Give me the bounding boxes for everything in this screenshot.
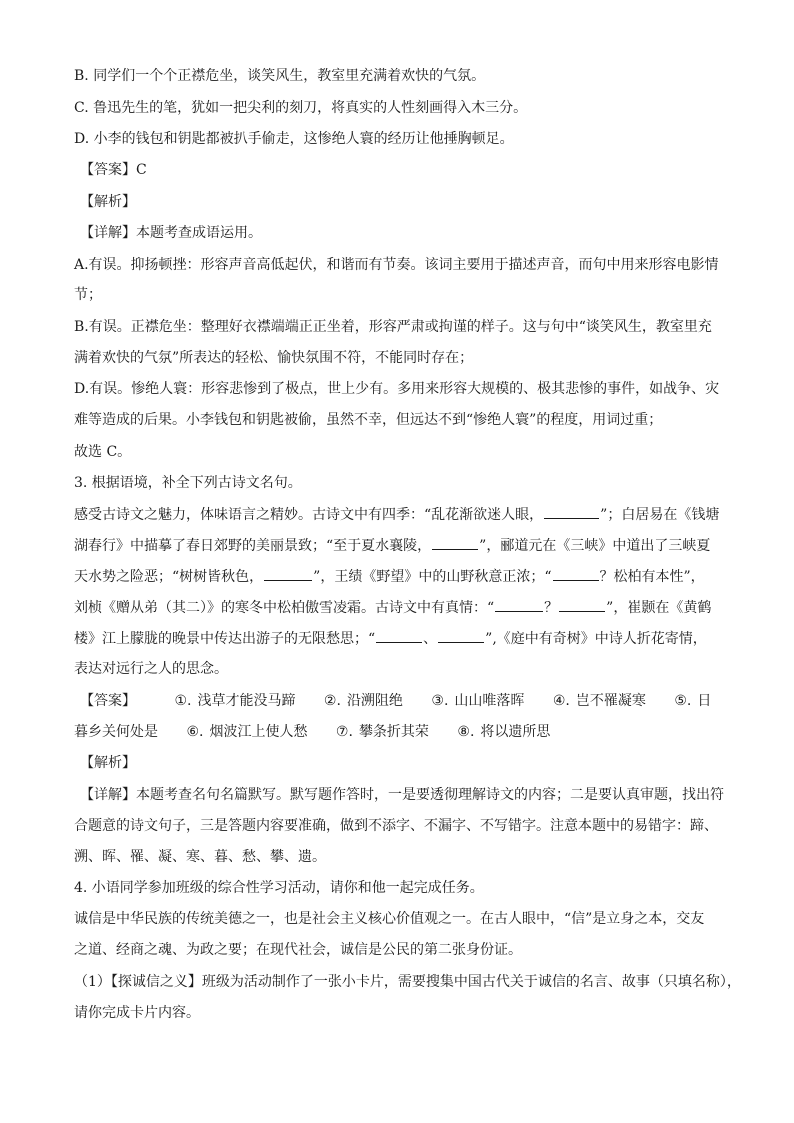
answer-text: 将以遗所思	[480, 724, 551, 740]
answer-number: ⑥.	[186, 724, 204, 740]
q2-detail	[80, 223, 262, 243]
q3-detail-line2: 合题意的诗文句子，三是答题内容要准确，做到不添字、不漏字、不写错字。注意本题中的易错字：蹄、	[74, 818, 718, 834]
answer-3	[431, 691, 524, 711]
text: ”；白居易在《钱塘	[600, 507, 720, 523]
answer-text: 浅草才能没马蹄	[197, 693, 296, 709]
answer-number: ⑦.	[335, 724, 353, 740]
text: 感受古诗文之魅力，体味语言之精妙。古诗文中有四季：“乱花渐欲迷人眼，	[74, 507, 544, 523]
analysis-b-line2: 满着欢快的气氛”所表达的轻松、愉快氛围不符，不能同时存在；	[74, 350, 474, 366]
q4-sub1-line1: （1）【探诚信之义】班级为活动制作了一张小卡片，需要搜集中国古代关于诚信的名言、故事（只填名称），	[74, 974, 741, 990]
q3-analysis-heading: 【解析】	[80, 755, 136, 771]
answer-tag: 【答案】	[80, 693, 136, 709]
analysis-a-line1: A.有误。抑扬顿挫：形容声音高低起伏，和谐而有节奏。该词主要用于描述声音，而句中用来形容电影情	[74, 257, 719, 273]
answer-number: ⑤.	[674, 693, 692, 709]
answer-value: C	[136, 162, 147, 178]
option-b: B. 同学们一个个正襟危坐，谈笑风生，教室里充满着欢快的气氛。	[74, 68, 486, 84]
fill-blank	[264, 566, 312, 581]
answer-8	[457, 722, 550, 742]
option-c: C. 鲁迅先生的笔，犹如一把尖利的刻刀，将真实的人性刻画得入木三分。	[74, 100, 528, 116]
answer-tag: 【答案】	[80, 162, 136, 178]
q3-title: 3. 根据语境，补全下列古诗文名句。	[74, 475, 302, 491]
answer-1	[174, 691, 295, 711]
answer-5-continued: 暮乡关何处是	[74, 724, 158, 740]
text: 楼》江上朦胧的晚景中传达出游子的无限愁思；“	[74, 631, 376, 647]
option-d: D. 小李的钱包和钥匙都被扒手偷走，这惨绝人寰的经历让他捶胸顿足。	[74, 131, 514, 147]
q3-detail-line1	[80, 785, 724, 805]
fill-blank	[438, 628, 484, 643]
answer-4	[553, 691, 646, 711]
q4-paragraph-line2: 之道、经商之魂、为政之要；在现代社会，诚信是公民的第二张身份证。	[74, 942, 522, 958]
answer-text: 烟波江上使人愁	[209, 724, 308, 740]
answer-number: ①.	[174, 693, 192, 709]
q3-answer-row1	[80, 691, 711, 711]
fill-blank	[495, 597, 543, 612]
detail-tag: 【详解】	[80, 225, 136, 241]
q3-answer-row2	[74, 722, 550, 742]
q2-answer	[80, 160, 147, 180]
analysis-a-line2: 节；	[74, 287, 102, 303]
q3-line1	[74, 504, 719, 525]
text: ？	[544, 600, 559, 616]
q3-line6: 表达对远行之人的思念。	[74, 661, 228, 677]
text: 、	[423, 631, 438, 647]
analysis-d-line1: D.有误。惨绝人寰：形容悲惨到了极点，世上少有。多用来形容大规模的、极其悲惨的事件，如战争、灾	[74, 381, 720, 397]
q2-analysis-heading: 【解析】	[80, 194, 136, 210]
detail-text: 本题考查成语运用。	[136, 225, 262, 241]
answer-7	[336, 722, 429, 742]
text: ？松柏有本性”，	[599, 569, 705, 585]
answer-number: ④.	[552, 693, 570, 709]
q3-line5	[74, 628, 707, 649]
q4-sub1-line2: 请你完成卡片内容。	[74, 1005, 200, 1021]
text: 湖春行》中描摹了春日郊野的美丽景致；“至于夏水襄陵，	[74, 538, 432, 554]
answer-text: 沿溯阻绝	[346, 693, 403, 709]
q3-detail-line3: 溯、晖、罹、凝、寒、暮、愁、攀、遗。	[74, 849, 326, 865]
detail-tag: 【详解】	[80, 787, 136, 803]
q3-line3	[74, 566, 705, 587]
q4-paragraph-line1: 诚信是中华民族的传统美德之一，也是社会主义核心价值观之一。在古人眼中，“信”是立身之本，交友	[74, 911, 705, 927]
answer-2	[324, 691, 403, 711]
analysis-b-line1: B.有误。正襟危坐：整理好衣襟端端正正坐着，形容严肃或拘谨的样子。这与句中“谈笑风生，教室里充	[74, 319, 712, 335]
fill-blank	[432, 535, 478, 550]
answer-text: 日	[697, 693, 712, 709]
q3-line2	[74, 535, 710, 556]
answer-text: 山山唯落晖	[454, 693, 525, 709]
fill-blank	[376, 628, 422, 643]
choose-answer: 故选 C。	[74, 444, 132, 460]
answer-text: 攀条折其荣	[358, 724, 429, 740]
text: ”，王绩《野望》中的山野秋意正浓；“	[313, 569, 552, 585]
answer-5	[674, 691, 711, 711]
answer-number: ⑧.	[457, 724, 475, 740]
analysis-d-line2: 难等造成的后果。小李钱包和钥匙被偷，虽然不幸，但远达不到“惨绝人寰”的程度，用词过重；	[74, 412, 663, 428]
q3-line4	[74, 597, 711, 618]
answer-number: ③.	[431, 693, 449, 709]
answer-number: ②.	[323, 693, 341, 709]
answer-6	[186, 722, 307, 742]
text: 天水势之险恶；“树树皆秋色，	[74, 569, 264, 585]
q4-title: 4. 小语同学参加班级的综合性学习活动，请你和他一起完成任务。	[74, 880, 484, 896]
fill-blank	[559, 597, 605, 612]
fill-blank	[544, 504, 599, 519]
text: ”，郦道元在《三峡》中道出了三峡夏	[479, 538, 711, 554]
answer-text: 岂不罹凝寒	[575, 693, 646, 709]
text: ”，崔颢在《黄鹤	[606, 600, 712, 616]
detail-text: 本题考查名句名篇默写。默写题作答时，一是要透彻理解诗文的内容；二是要认真审题，找出符	[136, 787, 724, 803]
text: ”,《庭中有奇树》中诗人折花寄情，	[485, 631, 707, 647]
fill-blank	[553, 566, 599, 581]
text: 刘桢《赠从弟（其二）》的寒冬中松柏傲雪凌霜。古诗文中有真情：“	[74, 600, 495, 616]
